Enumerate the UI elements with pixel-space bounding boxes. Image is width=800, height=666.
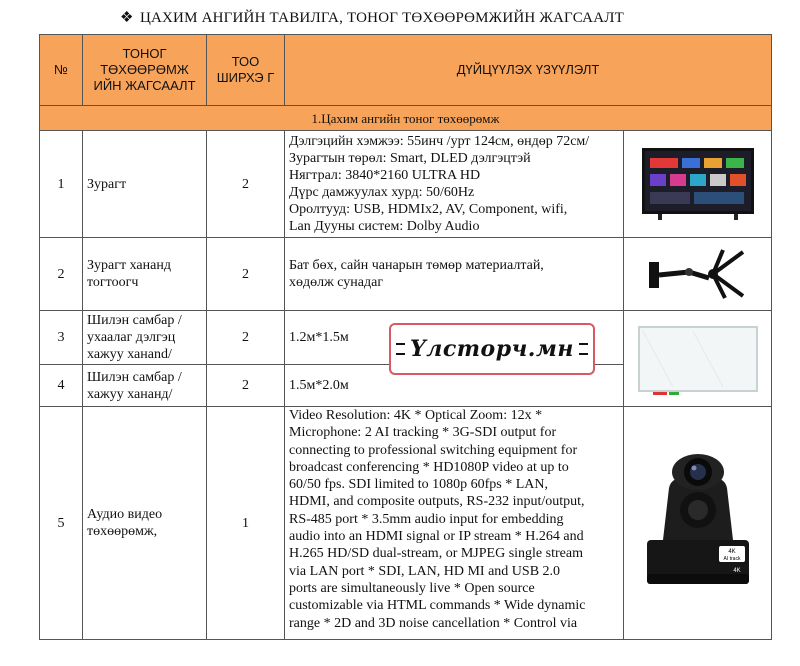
product-image-cell — [624, 407, 772, 640]
row-number: 2 — [40, 238, 83, 311]
wall-mount-bracket-icon — [643, 244, 753, 304]
stamp-lines-right-icon — [579, 343, 588, 355]
table-row — [40, 238, 772, 311]
glass-whiteboard-icon — [633, 319, 763, 399]
table-row — [40, 131, 772, 238]
row-number: 4 — [40, 365, 83, 407]
table-header-row — [40, 35, 772, 106]
quantity: 2 — [207, 365, 285, 407]
camera-label: 4K — [732, 568, 741, 574]
specification: Дэлгэцийн хэмжээ: 55инч /урт 124см, өндөр 72см/ Зурагтын төрөл: Smart, DLED дэлгэцтэй Нягтрал: 3840*2160 ULTRA HD Дүрс дамжуулах хурд: 50/60Hz Оролтууд: USB, HDMIx2, AV, Component, wifi, Lan Дууны систем: Dolby Audio — [285, 131, 624, 238]
row-number: 3 — [40, 311, 83, 365]
title-text: ЦАХИМ АНГИЙН ТАВИЛГА, ТОНОГ ТӨХӨӨРӨМЖИЙН ЖАГСААЛТ — [139, 10, 624, 26]
camera-badge-bottom: AI track — [723, 556, 740, 562]
specification: 1.5м*2.0м — [285, 365, 624, 407]
quantity: 2 — [207, 238, 285, 311]
specification: 1.2м*1.5м — [285, 311, 624, 365]
watermark-text: Үлсторч.мн — [410, 336, 574, 362]
table-row — [40, 407, 772, 640]
equipment-name: Зурагт — [83, 131, 207, 238]
specification: Бат бөх, сайн чанарын төмөр материалтай, хөдөлж сунадаг — [285, 238, 624, 311]
section-title: 1.Цахим ангийн тоног төхөөрөмж — [40, 106, 772, 131]
section-row — [40, 106, 772, 131]
header-number: № — [40, 35, 83, 106]
product-image-cell — [624, 311, 772, 407]
stamp-lines-left-icon — [396, 343, 405, 355]
camera-badge-top: 4K — [727, 549, 736, 555]
row-number: 1 — [40, 131, 83, 238]
header-specification: ДҮЙЦҮҮЛЭХ ҮЗҮҮЛЭЛТ — [285, 35, 772, 106]
row-number: 5 — [40, 407, 83, 640]
quantity: 1 — [207, 407, 285, 640]
document-title — [120, 8, 624, 27]
watermark-stamp — [389, 323, 595, 375]
equipment-name: Шилэн самбар /хажуу хананд/ — [83, 365, 207, 407]
equipment-name: Аудио видео төхөөрөмж, — [83, 407, 207, 640]
smart-tv-icon — [638, 144, 758, 224]
header-quantity: ТОО ШИРХЭ Г — [207, 35, 285, 106]
equipment-name: Шилэн самбар /ухаалаг дэлгэц хажуу ханand/ — [83, 311, 207, 365]
ptz-camera-icon — [633, 448, 763, 598]
product-image-cell — [624, 131, 772, 238]
specification: Video Resolution: 4K * Optical Zoom: 12x * Microphone: 2 AI tracking * 3G-SDI output for connecting to professional switching equipment for broadcast conferencing * HD1080P video at up to 60/50 fps. SDI limited to 1080p 60fps * LAN, HDMI, and composite outputs, RS-232 input/output, RS-485 port * 3.5mm audio input for embedding audio into an HDMI signal or IP stream * H.264 and H.265 HD/SD dual-stream, or MJPEG single stream via LAN port * SDI, LAN, HD MI and USB 2.0 ports are simultaneously live * Open source customizable via HTML commands * Wide dynamic range * 2D and 3D noise cancellation * Control via — [285, 407, 624, 640]
equipment-name: Зурагт хананд тогтоогч — [83, 238, 207, 311]
product-image-cell — [624, 238, 772, 311]
diamond-bullet-icon: ❖ — [120, 10, 134, 26]
quantity: 2 — [207, 131, 285, 238]
quantity: 2 — [207, 311, 285, 365]
header-equipment-list: ТОНОГ ТӨХӨӨРӨМЖ ИЙН ЖАГСААЛТ — [83, 35, 207, 106]
